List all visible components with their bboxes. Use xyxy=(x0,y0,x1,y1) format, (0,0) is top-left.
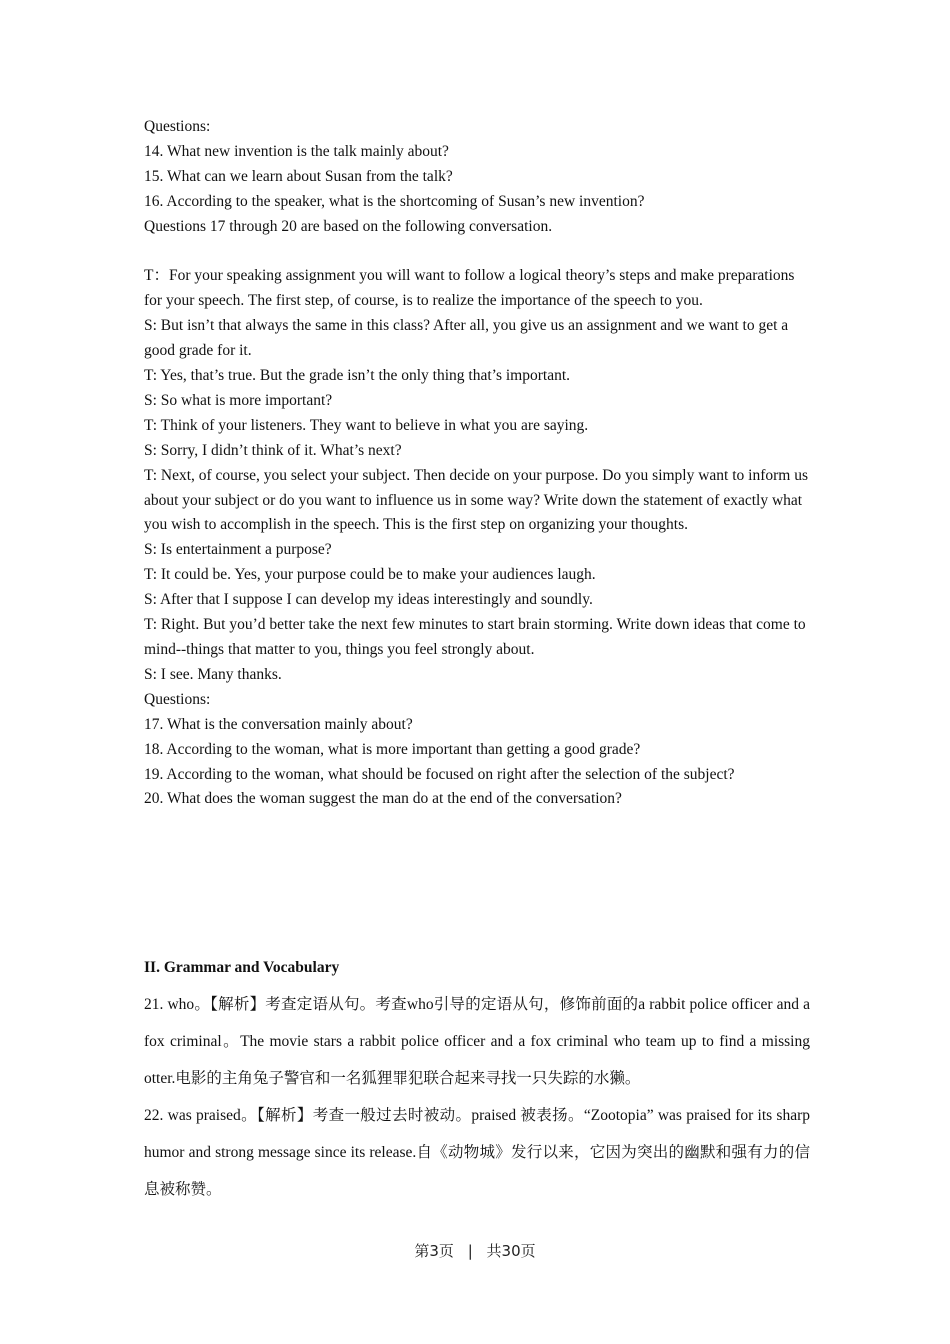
answer-item: 22. was praised。【解析】考查一般过去时被动。praised 被表扬。“Zootopia” was praised for its sharp humor and strong message since its release.自《动物城》发行以来，它因为突出的幽默和强有力的信息被称赞。 xyxy=(144,1107,810,1198)
dialogue-line: T: Yes, that’s true. But the grade isn’t the only thing that’s important. xyxy=(144,367,571,385)
listening-section-part1 xyxy=(144,115,810,812)
dialogue-line: S: So what is more important? xyxy=(144,391,333,409)
page-footer xyxy=(0,1240,950,1261)
transition-line: Questions 17 through 20 are based on the following conversation. xyxy=(144,217,553,235)
grammar-section xyxy=(144,956,810,1208)
blank-line xyxy=(144,240,810,265)
question-item: 19. According to the woman, what should be focused on right after the selection of the subject? xyxy=(144,765,735,783)
question-item: 14. What new invention is the talk mainly about? xyxy=(144,142,449,160)
page-total: 共30页 xyxy=(486,1242,536,1260)
dialogue-line: S: Sorry, I didn’t think of it. What’s next? xyxy=(144,441,402,459)
dialogue-line: T: It could be. Yes, your purpose could be to make your audiences laugh. xyxy=(144,566,596,584)
answer-item: 21. who。【解析】考查定语从句。考查who引导的定语从句，修饰前面的a rabbit police officer and a fox criminal。The movie stars a rabbit police officer and a fox criminal who team up to find a missing otter.电影的主角兔子警官和一名狐狸罪犯联合起来寻找一只失踪的水獭。 xyxy=(144,996,810,1087)
question-item: 17. What is the conversation mainly about? xyxy=(144,715,413,733)
dialogue-line: S: But isn’t that always the same in this class? After all, you give us an assignment and we want to get a good grade for it. xyxy=(144,317,789,360)
dialogue-line: S: After that I suppose I can develop my ideas interestingly and soundly. xyxy=(144,591,593,609)
dialogue-line: S: I see. Many thanks. xyxy=(144,665,282,683)
questions-heading: Questions: xyxy=(144,690,211,708)
dialogue-line: T: Next, of course, you select your subject. Then decide on your purpose. Do you simply want to inform us about your subject or do you want to influence us in some way? Write down the statement of exactly what you wish to accomplish in the speech. This is the first step on organizing your thoughts. xyxy=(144,466,809,534)
section-heading: II. Grammar and Vocabulary xyxy=(144,959,340,976)
question-item: 15. What can we learn about Susan from the talk? xyxy=(144,167,453,185)
footer-separator: | xyxy=(467,1242,473,1260)
question-item: 16. According to the speaker, what is the shortcoming of Susan’s new invention? xyxy=(144,192,645,210)
dialogue-line: T: Think of your listeners. They want to believe in what you are saying. xyxy=(144,416,589,434)
question-item: 20. What does the woman suggest the man do at the end of the conversation? xyxy=(144,790,622,808)
dialogue-line: T: Right. But you’d better take the next few minutes to start brain storming. Write down ideas that come to mind--things that matter to you, things you feel strongly about. xyxy=(144,616,806,659)
question-item: 18. According to the woman, what is more important than getting a good grade? xyxy=(144,740,641,758)
dialogue-line: S: Is entertainment a purpose? xyxy=(144,541,332,559)
questions-heading: Questions: xyxy=(144,118,211,135)
dialogue-line: T：For your speaking assignment you will want to follow a logical theory’s steps and make preparations for your speech. The first step, of course, is to realize the importance of the speech to you. xyxy=(144,267,795,310)
page-number: 第3页 xyxy=(414,1242,454,1260)
